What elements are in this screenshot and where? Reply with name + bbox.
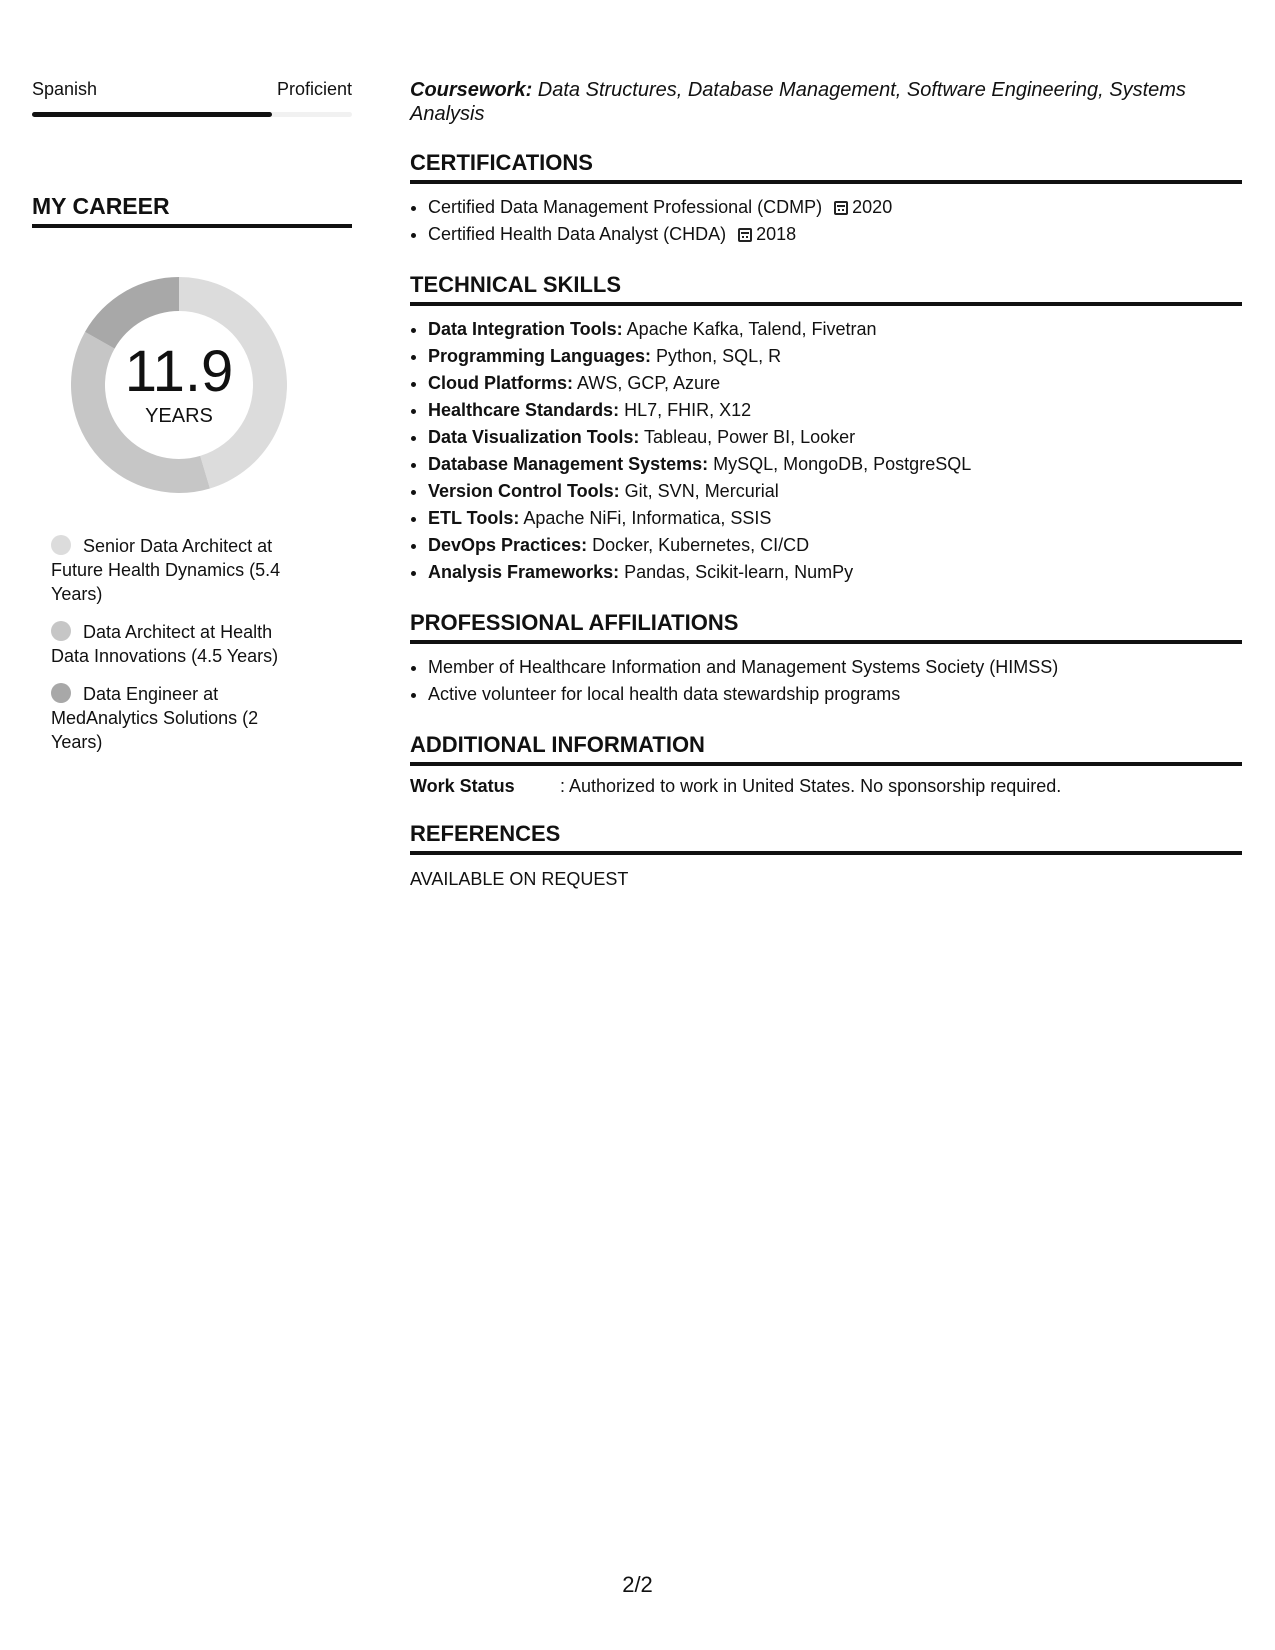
certifications-heading: CERTIFICATIONS [410,150,1242,184]
list-item [428,221,1242,248]
certification-year: 2020 [852,197,893,217]
career-total-unit: YEARS [145,404,213,427]
skill-label: Data Visualization Tools: [428,427,640,447]
skill-label: Version Control Tools: [428,481,620,501]
skill-label: Data Integration Tools: [428,319,623,339]
skill-value: Git, SVN, Mercurial [619,481,779,501]
legend-dot-icon [51,621,71,641]
legend-label: Data Architect at Health Data Innovations (4.5 Years) [51,622,279,666]
work-status-value: : Authorized to work in United States. No sponsorship required. [560,776,1062,796]
legend-item [51,682,311,754]
list-item [428,424,1242,451]
coursework [410,78,1242,126]
career-donut-chart [64,270,294,500]
technical-skills-heading: TECHNICAL SKILLS [410,272,1242,306]
additional-info-heading: ADDITIONAL INFORMATION [410,732,1242,766]
calendar-icon [834,201,848,215]
skill-value: Pandas, Scikit-learn, NumPy [619,562,854,582]
skill-value: Tableau, Power BI, Looker [639,427,856,447]
legend-label: Senior Data Architect at Future Health Dynamics (5.4 Years) [51,536,281,604]
skill-value: Docker, Kubernetes, CI/CD [587,535,810,555]
list-item [428,532,1242,559]
career-heading: MY CAREER [32,193,352,228]
list-item [428,343,1242,370]
legend-item [51,620,311,668]
skill-label: Database Management Systems: [428,454,709,474]
list-item [428,505,1242,532]
list-item: • Active volunteer for local health data stewardship programs [428,681,1242,708]
coursework-label: Coursework: [410,79,533,101]
list-item [428,478,1242,505]
skill-label: Analysis Frameworks: [428,562,620,582]
career-total-value: 11.9 [124,338,234,404]
right-column [410,78,1242,890]
legend-dot-icon [51,683,71,703]
list-item [428,370,1242,397]
list-item [428,316,1242,343]
skill-label: ETL Tools: [428,508,520,528]
coursework-text: Data Structures, Database Management, Software Engineering, Systems Analysis [410,79,1186,125]
list-item [428,397,1242,424]
language-proficiency-fill [32,112,272,117]
skill-value: MySQL, MongoDB, PostgreSQL [708,454,972,474]
technical-skills-list [410,316,1242,586]
language-level: Proficient [276,79,352,99]
certifications-list [410,194,1242,248]
certification-name: Certified Health Data Analyst (CHDA) [428,224,727,244]
list-item [428,451,1242,478]
affiliations-heading: PROFESSIONAL AFFILIATIONS [410,610,1242,644]
page-number: 2/2 [622,1572,653,1597]
career-legend [51,534,311,754]
certification-year: 2018 [756,224,797,244]
skill-value: Apache Kafka, Talend, Fivetran [622,319,877,339]
list-item [428,559,1242,586]
skill-value: Python, SQL, R [651,346,782,366]
left-column [32,78,352,768]
legend-dot-icon [51,535,71,555]
legend-label: Data Engineer at MedAnalytics Solutions (2 Years) [51,684,259,752]
skill-label: Healthcare Standards: [428,400,620,420]
skill-label: Programming Languages: [428,346,652,366]
skill-value: HL7, FHIR, X12 [619,400,752,420]
references-heading: REFERENCES [410,821,1242,855]
affiliations-list [410,654,1242,708]
calendar-icon [738,228,752,242]
work-status-label: Work Status [410,776,515,796]
list-item [428,194,1242,221]
skill-label: DevOps Practices: [428,535,588,555]
skill-label: Cloud Platforms: [428,373,574,393]
legend-item [51,534,311,606]
skill-value: Apache NiFi, Informatica, SSIS [519,508,772,528]
references-text: AVAILABLE ON REQUEST [410,869,629,889]
list-item: • Member of Healthcare Information and Management Systems Society (HIMSS) [428,654,1242,681]
language-name: Spanish [32,79,98,99]
skill-value: AWS, GCP, Azure [573,373,721,393]
work-status-row [410,776,1242,797]
certification-name: Certified Data Management Professional (CDMP) [428,197,823,217]
language-row [32,78,352,117]
language-proficiency-bar [32,112,352,117]
